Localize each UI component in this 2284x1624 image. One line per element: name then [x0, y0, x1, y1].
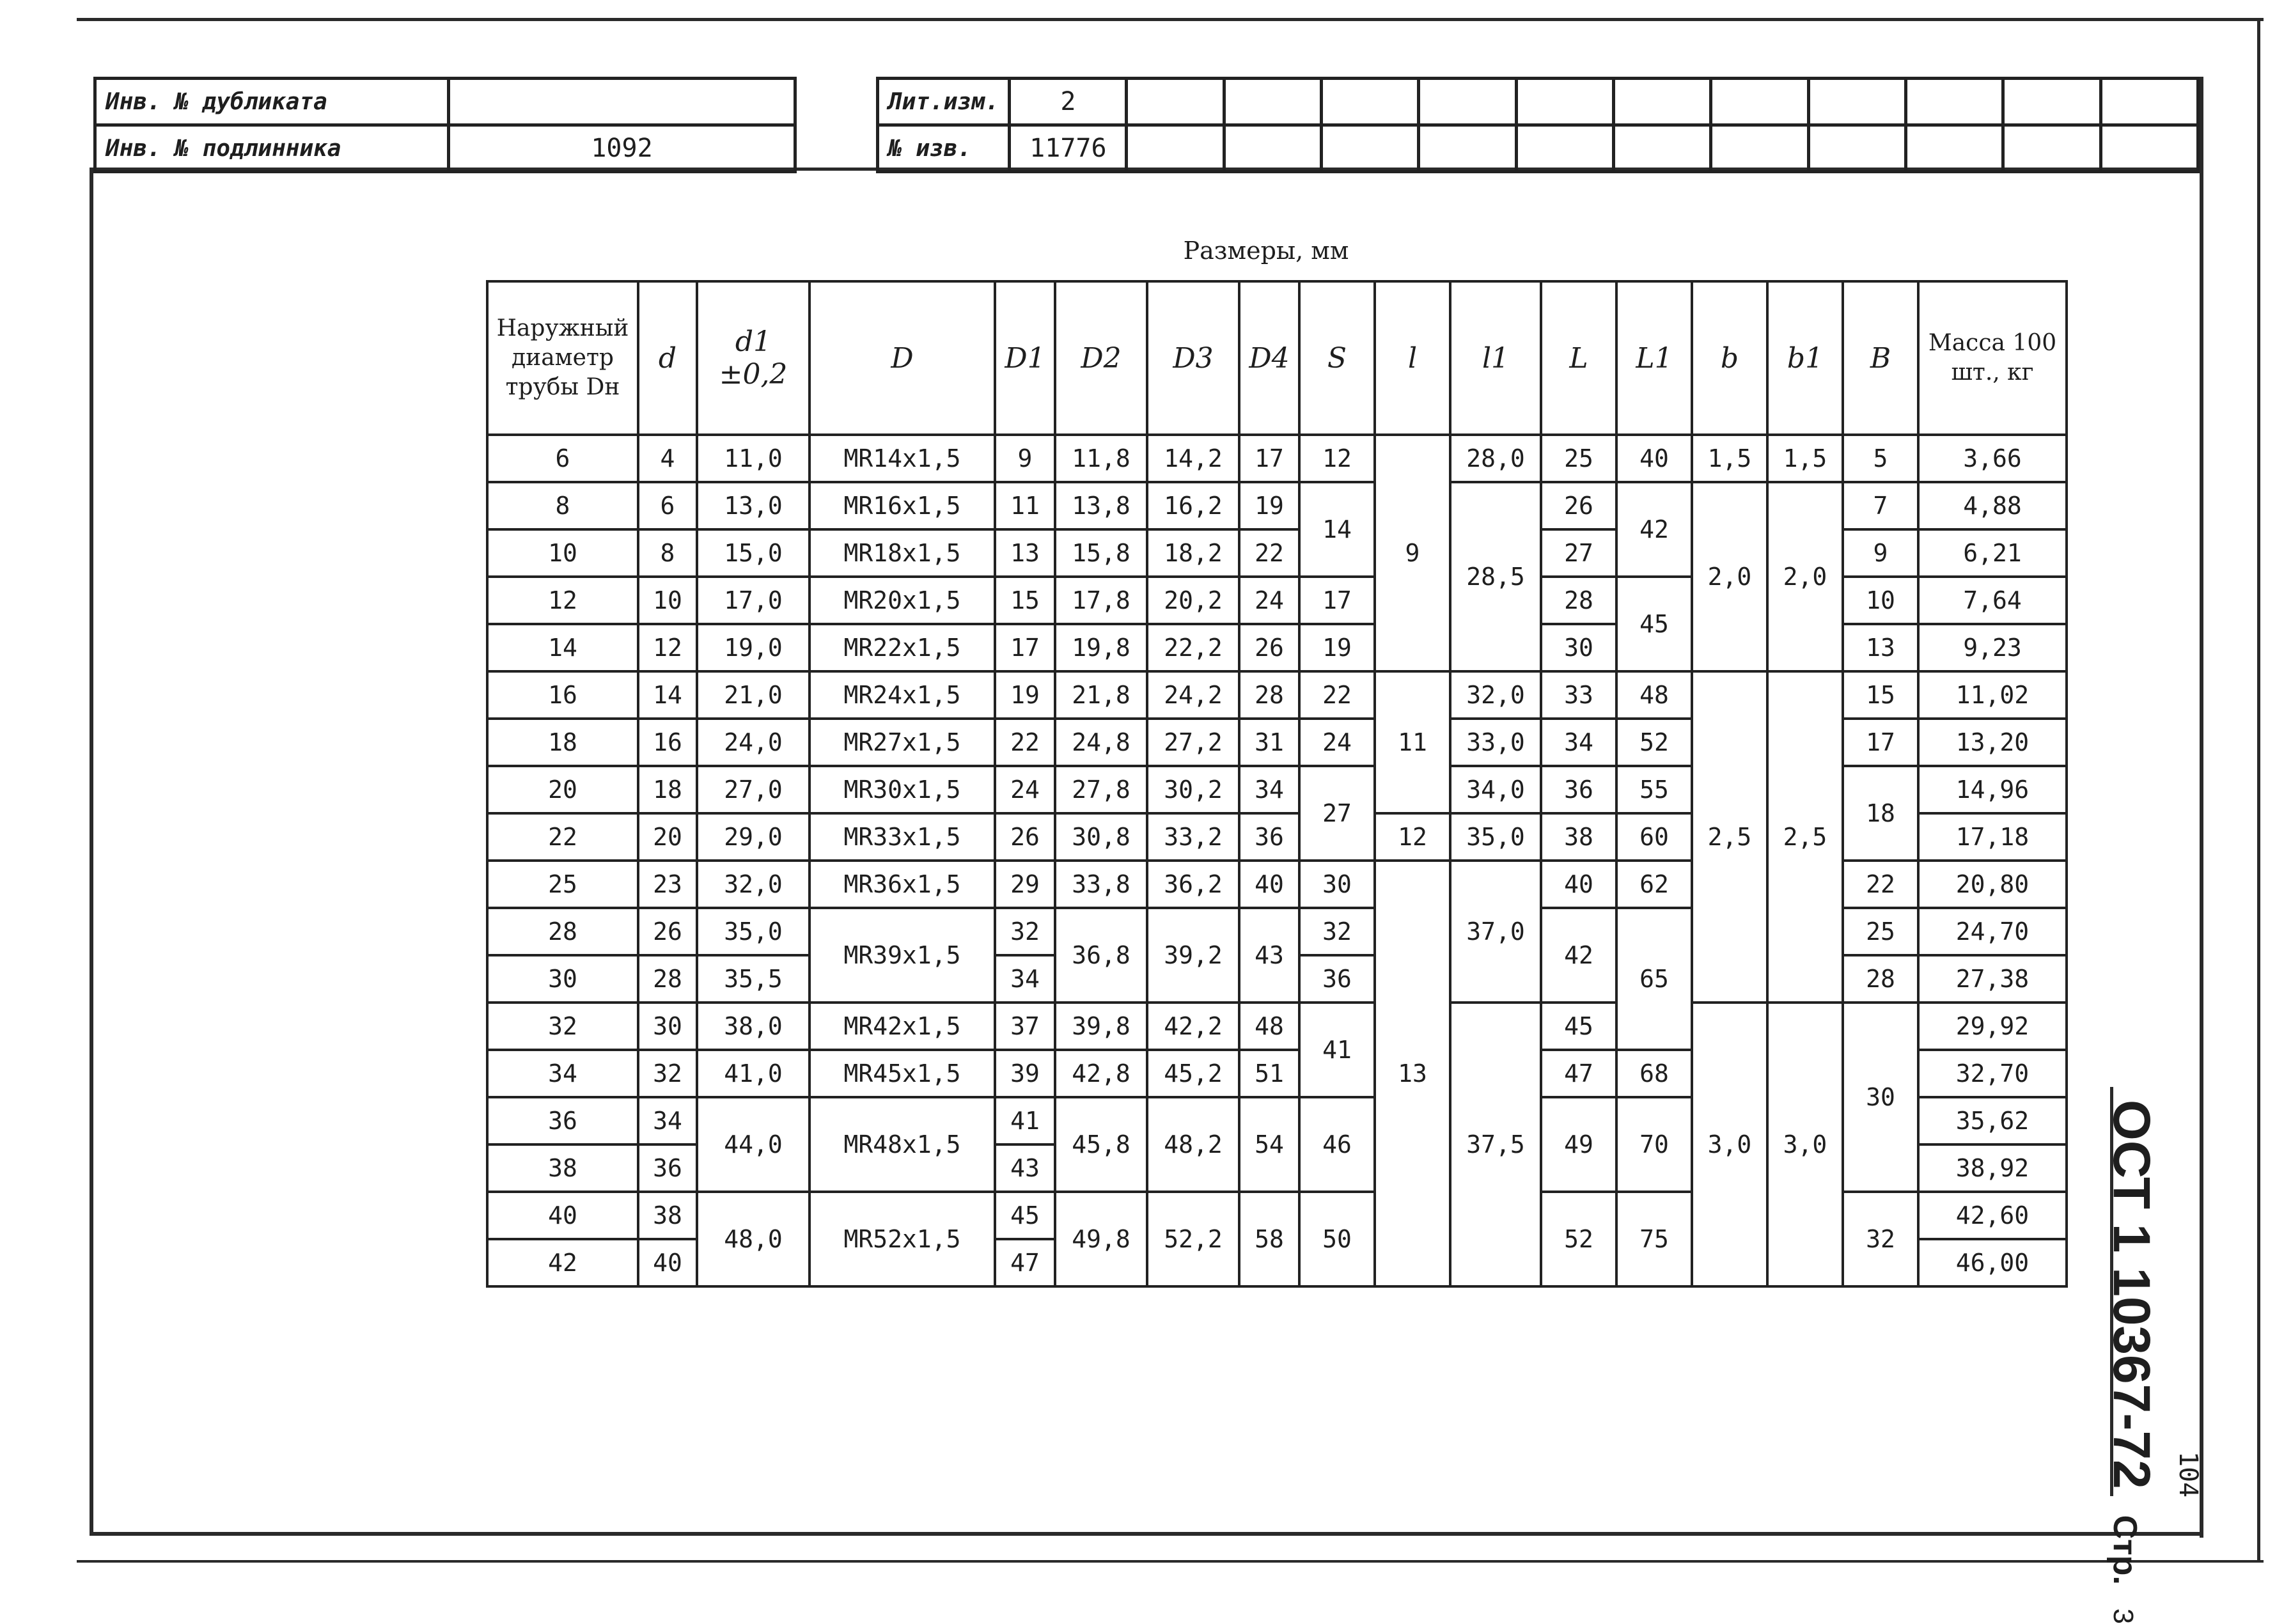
cell-L1: 42 [1616, 482, 1692, 577]
cell-dh: 10 [487, 529, 638, 577]
header-D3: D3 [1147, 281, 1239, 435]
stamp-left [93, 77, 797, 173]
cell-D3: 33,2 [1147, 813, 1239, 861]
stamp-label: Лит.изм. [878, 79, 1010, 125]
cell-S: 22 [1299, 671, 1375, 719]
cell-L: 28 [1541, 577, 1616, 624]
cell-B: 5 [1843, 435, 1918, 482]
cell-D2: 24,8 [1055, 719, 1147, 766]
cell-D3: 30,2 [1147, 766, 1239, 813]
cell-L: 33 [1541, 671, 1616, 719]
cell-S: 17 [1299, 577, 1375, 624]
header-D2: D2 [1055, 281, 1147, 435]
cell-D1: 47 [995, 1239, 1055, 1286]
cell-D4: 17 [1239, 435, 1299, 482]
cell-L: 52 [1541, 1192, 1616, 1286]
cell-l: 11 [1375, 671, 1450, 813]
stamp-row [95, 125, 795, 172]
cell-D: MR22x1,5 [810, 624, 995, 671]
header-mass: Масса 100 шт., кг [1918, 281, 2067, 435]
frame-right [2200, 77, 2203, 1538]
cell-d: 28 [638, 955, 697, 1003]
stamp-cell [1127, 79, 1224, 125]
header-dh: Наружный диаметр трубы Dн [487, 281, 638, 435]
header-l1: l1 [1450, 281, 1541, 435]
cell-L: 47 [1541, 1050, 1616, 1097]
cell-L: 38 [1541, 813, 1616, 861]
cell-B: 15 [1843, 671, 1918, 719]
cell-mass: 29,92 [1918, 1003, 2067, 1050]
cell-S: 46 [1299, 1097, 1375, 1192]
cell-D3: 52,2 [1147, 1192, 1239, 1286]
cell-S: 32 [1299, 908, 1375, 955]
cell-D4: 40 [1239, 861, 1299, 908]
header-D4: D4 [1239, 281, 1299, 435]
cell-L1: 62 [1616, 861, 1692, 908]
cell-D4: 48 [1239, 1003, 1299, 1050]
cell-b1: 1,5 [1767, 435, 1843, 482]
cell-D1: 22 [995, 719, 1055, 766]
cell-L1: 70 [1616, 1097, 1692, 1192]
cell-d: 36 [638, 1144, 697, 1192]
cell-l1: 37,5 [1450, 1003, 1541, 1286]
cell-d: 38 [638, 1192, 697, 1239]
stamp-cell [1322, 125, 1419, 172]
header-L1: L1 [1616, 281, 1692, 435]
cell-mass: 4,88 [1918, 482, 2067, 529]
cell-l: 12 [1375, 813, 1450, 861]
page-number: 3 [2108, 1608, 2139, 1624]
stamp-cell [1224, 125, 1321, 172]
top-rule [77, 18, 2264, 21]
stamp-row [95, 79, 795, 125]
cell-D1: 13 [995, 529, 1055, 577]
cell-l1: 28,5 [1450, 482, 1541, 671]
cell-D3: 22,2 [1147, 624, 1239, 671]
cell-D: MR36x1,5 [810, 861, 995, 908]
cell-d1: 27,0 [697, 766, 810, 813]
cell-L: 25 [1541, 435, 1616, 482]
cell-d1: 29,0 [697, 813, 810, 861]
standard-number: ОСТ 1 10367-72 [2102, 1100, 2161, 1489]
table-row [487, 671, 2067, 719]
cell-d: 40 [638, 1239, 697, 1286]
cell-mass: 17,18 [1918, 813, 2067, 861]
cell-D2: 33,8 [1055, 861, 1147, 908]
stamp-cell [1711, 79, 1808, 125]
page-label: Стр. [2106, 1515, 2143, 1585]
cell-d1: 24,0 [697, 719, 810, 766]
cell-D2: 42,8 [1055, 1050, 1147, 1097]
stamp-row [878, 79, 2198, 125]
cell-D2: 13,8 [1055, 482, 1147, 529]
cell-dh: 20 [487, 766, 638, 813]
cell-B: 22 [1843, 861, 1918, 908]
cell-d: 12 [638, 624, 697, 671]
cell-D2: 17,8 [1055, 577, 1147, 624]
cell-D: MR27x1,5 [810, 719, 995, 766]
header-L: L [1541, 281, 1616, 435]
cell-d: 30 [638, 1003, 697, 1050]
cell-mass: 24,70 [1918, 908, 2067, 955]
cell-D3: 39,2 [1147, 908, 1239, 1003]
cell-L1: 52 [1616, 719, 1692, 766]
cell-D3: 36,2 [1147, 861, 1239, 908]
cell-d: 34 [638, 1097, 697, 1144]
cell-b: 2,5 [1692, 671, 1767, 1003]
cell-S: 50 [1299, 1192, 1375, 1286]
cell-L: 26 [1541, 482, 1616, 529]
cell-dh: 22 [487, 813, 638, 861]
cell-mass: 42,60 [1918, 1192, 2067, 1239]
cell-d: 6 [638, 482, 697, 529]
cell-D4: 31 [1239, 719, 1299, 766]
stamp-right [876, 77, 2200, 173]
cell-D4: 22 [1239, 529, 1299, 577]
cell-d1: 35,0 [697, 908, 810, 955]
stamp-value [449, 79, 795, 125]
cell-D4: 51 [1239, 1050, 1299, 1097]
cell-D2: 39,8 [1055, 1003, 1147, 1050]
cell-d1: 15,0 [697, 529, 810, 577]
cell-S: 14 [1299, 482, 1375, 577]
cell-D: MR30x1,5 [810, 766, 995, 813]
cell-dh: 14 [487, 624, 638, 671]
cell-L1: 60 [1616, 813, 1692, 861]
cell-mass: 9,23 [1918, 624, 2067, 671]
cell-D1: 24 [995, 766, 1055, 813]
cell-b: 3,0 [1692, 1003, 1767, 1286]
cell-d: 10 [638, 577, 697, 624]
cell-L: 40 [1541, 861, 1616, 908]
cell-d: 18 [638, 766, 697, 813]
cell-D2: 27,8 [1055, 766, 1147, 813]
cell-L1: 65 [1616, 908, 1692, 1050]
cell-B: 13 [1843, 624, 1918, 671]
cell-dh: 36 [487, 1097, 638, 1144]
standard-designation [2101, 1100, 2161, 1624]
cell-L1: 55 [1616, 766, 1692, 813]
cell-mass: 20,80 [1918, 861, 2067, 908]
table-row [487, 482, 2067, 529]
cell-dh: 30 [487, 955, 638, 1003]
cell-B: 7 [1843, 482, 1918, 529]
cell-B: 17 [1843, 719, 1918, 766]
dimensions-table [486, 280, 2068, 1288]
header-l: l [1375, 281, 1450, 435]
cell-L1: 48 [1616, 671, 1692, 719]
cell-D3: 16,2 [1147, 482, 1239, 529]
header-d: d [638, 281, 697, 435]
cell-b1: 2,5 [1767, 671, 1843, 1003]
cell-D1: 34 [995, 955, 1055, 1003]
cell-D2: 15,8 [1055, 529, 1147, 577]
cell-D3: 14,2 [1147, 435, 1239, 482]
cell-d1: 48,0 [697, 1192, 810, 1286]
cell-L: 45 [1541, 1003, 1616, 1050]
cell-b: 2,0 [1692, 482, 1767, 671]
right-rule [2257, 19, 2260, 1560]
header-d1: d1 ±0,2 [697, 281, 810, 435]
cell-d: 14 [638, 671, 697, 719]
cell-D3: 27,2 [1147, 719, 1239, 766]
cell-d1: 21,0 [697, 671, 810, 719]
cell-b1: 2,0 [1767, 482, 1843, 671]
cell-D4: 26 [1239, 624, 1299, 671]
cell-d1: 41,0 [697, 1050, 810, 1097]
cell-D4: 28 [1239, 671, 1299, 719]
cell-b: 1,5 [1692, 435, 1767, 482]
sheet-number: 104 [2173, 1451, 2203, 1498]
frame-left [90, 168, 93, 1536]
stamp-cell [1614, 79, 1711, 125]
cell-l1: 32,0 [1450, 671, 1541, 719]
cell-L: 34 [1541, 719, 1616, 766]
cell-d1: 38,0 [697, 1003, 810, 1050]
cell-D3: 45,2 [1147, 1050, 1239, 1097]
stamp-cell [1711, 125, 1808, 172]
cell-D: MR42x1,5 [810, 1003, 995, 1050]
table-row [487, 1003, 2067, 1050]
stamp-cell [1224, 79, 1321, 125]
cell-mass: 32,70 [1918, 1050, 2067, 1097]
stamp-cell [1419, 125, 1516, 172]
cell-D2: 30,8 [1055, 813, 1147, 861]
cell-D: MR16x1,5 [810, 482, 995, 529]
cell-D: MR39x1,5 [810, 908, 995, 1003]
stamp-cell [1808, 125, 1905, 172]
stamp-cell [1127, 125, 1224, 172]
cell-S: 30 [1299, 861, 1375, 908]
cell-dh: 38 [487, 1144, 638, 1192]
cell-dh: 8 [487, 482, 638, 529]
stamp-cell [1516, 79, 1613, 125]
cell-S: 27 [1299, 766, 1375, 861]
cell-dh: 34 [487, 1050, 638, 1097]
cell-S: 12 [1299, 435, 1375, 482]
cell-D4: 43 [1239, 908, 1299, 1003]
frame-bottom [90, 1532, 2203, 1536]
cell-B: 25 [1843, 908, 1918, 955]
cell-d: 26 [638, 908, 697, 955]
stamp-label: Инв. № подлинника [95, 125, 449, 172]
table-row [487, 435, 2067, 482]
stamp-cell [1906, 79, 2003, 125]
cell-d: 32 [638, 1050, 697, 1097]
cell-d: 4 [638, 435, 697, 482]
cell-D3: 24,2 [1147, 671, 1239, 719]
stamp-value: 2 [1010, 79, 1127, 125]
cell-D: MR14x1,5 [810, 435, 995, 482]
cell-dh: 18 [487, 719, 638, 766]
cell-d1: 13,0 [697, 482, 810, 529]
cell-b1: 3,0 [1767, 1003, 1843, 1286]
cell-dh: 28 [487, 908, 638, 955]
stamp-cell [1808, 79, 1905, 125]
stamp-row [878, 125, 2198, 172]
cell-dh: 25 [487, 861, 638, 908]
cell-D1: 11 [995, 482, 1055, 529]
cell-D3: 18,2 [1147, 529, 1239, 577]
cell-B: 9 [1843, 529, 1918, 577]
cell-D: MR45x1,5 [810, 1050, 995, 1097]
cell-l1: 34,0 [1450, 766, 1541, 813]
cell-mass: 27,38 [1918, 955, 2067, 1003]
cell-d: 20 [638, 813, 697, 861]
cell-l1: 35,0 [1450, 813, 1541, 861]
cell-B: 18 [1843, 766, 1918, 861]
cell-D1: 45 [995, 1192, 1055, 1239]
cell-D1: 39 [995, 1050, 1055, 1097]
cell-d: 8 [638, 529, 697, 577]
cell-mass: 3,66 [1918, 435, 2067, 482]
header-B: B [1843, 281, 1918, 435]
cell-l1: 33,0 [1450, 719, 1541, 766]
cell-D1: 17 [995, 624, 1055, 671]
cell-d1: 44,0 [697, 1097, 810, 1192]
cell-l1: 37,0 [1450, 861, 1541, 1003]
cell-D4: 34 [1239, 766, 1299, 813]
cell-l1: 28,0 [1450, 435, 1541, 482]
cell-D: MR20x1,5 [810, 577, 995, 624]
cell-S: 19 [1299, 624, 1375, 671]
cell-d1: 19,0 [697, 624, 810, 671]
cell-S: 24 [1299, 719, 1375, 766]
cell-d: 23 [638, 861, 697, 908]
cell-dh: 42 [487, 1239, 638, 1286]
cell-D1: 15 [995, 577, 1055, 624]
cell-D1: 29 [995, 861, 1055, 908]
cell-L1: 40 [1616, 435, 1692, 482]
cell-S: 41 [1299, 1003, 1375, 1097]
cell-D3: 42,2 [1147, 1003, 1239, 1050]
cell-dh: 12 [487, 577, 638, 624]
stamp-cell [1419, 79, 1516, 125]
cell-mass: 6,21 [1918, 529, 2067, 577]
cell-dh: 32 [487, 1003, 638, 1050]
stamp-value: 1092 [449, 125, 795, 172]
cell-D3: 48,2 [1147, 1097, 1239, 1192]
cell-mass: 38,92 [1918, 1144, 2067, 1192]
header-b: b [1692, 281, 1767, 435]
cell-B: 10 [1843, 577, 1918, 624]
cell-mass: 7,64 [1918, 577, 2067, 624]
cell-D1: 32 [995, 908, 1055, 955]
cell-B: 32 [1843, 1192, 1918, 1286]
header-b1: b1 [1767, 281, 1843, 435]
stamp-cell [2100, 79, 2198, 125]
cell-L: 36 [1541, 766, 1616, 813]
header-D1: D1 [995, 281, 1055, 435]
cell-B: 30 [1843, 1003, 1918, 1192]
cell-D: MR33x1,5 [810, 813, 995, 861]
stamp-label: Инв. № дубликата [95, 79, 449, 125]
stamp-cell [1906, 125, 2003, 172]
cell-d1: 17,0 [697, 577, 810, 624]
stamp-cell [1614, 125, 1711, 172]
cell-D1: 26 [995, 813, 1055, 861]
cell-D4: 36 [1239, 813, 1299, 861]
cell-D2: 21,8 [1055, 671, 1147, 719]
cell-B: 28 [1843, 955, 1918, 1003]
cell-L1: 68 [1616, 1050, 1692, 1097]
cell-D2: 49,8 [1055, 1192, 1147, 1286]
cell-L: 30 [1541, 624, 1616, 671]
cell-L: 49 [1541, 1097, 1616, 1192]
cell-mass: 13,20 [1918, 719, 2067, 766]
cell-mass: 35,62 [1918, 1097, 2067, 1144]
cell-L: 27 [1541, 529, 1616, 577]
cell-L1: 45 [1616, 577, 1692, 671]
cell-D1: 19 [995, 671, 1055, 719]
bottom-rule [77, 1560, 2264, 1563]
cell-D: MR52x1,5 [810, 1192, 995, 1286]
cell-d1: 35,5 [697, 955, 810, 1003]
cell-D4: 19 [1239, 482, 1299, 529]
stamp-cell [1322, 79, 1419, 125]
cell-l: 9 [1375, 435, 1450, 671]
table-caption: Размеры, мм [1183, 237, 1349, 265]
cell-mass: 14,96 [1918, 766, 2067, 813]
cell-D4: 24 [1239, 577, 1299, 624]
cell-D4: 54 [1239, 1097, 1299, 1192]
cell-D1: 41 [995, 1097, 1055, 1144]
cell-D2: 19,8 [1055, 624, 1147, 671]
cell-l: 13 [1375, 861, 1450, 1286]
stamp-cell [2100, 125, 2198, 172]
stamp-label: № изв. [878, 125, 1010, 172]
cell-dh: 16 [487, 671, 638, 719]
stamp-cell [1516, 125, 1613, 172]
cell-dh: 40 [487, 1192, 638, 1239]
cell-S: 36 [1299, 955, 1375, 1003]
cell-D1: 43 [995, 1144, 1055, 1192]
cell-D2: 36,8 [1055, 908, 1147, 1003]
cell-dh: 6 [487, 435, 638, 482]
header-D: D [810, 281, 995, 435]
cell-D: MR48x1,5 [810, 1097, 995, 1192]
cell-mass: 46,00 [1918, 1239, 2067, 1286]
cell-d1: 32,0 [697, 861, 810, 908]
cell-d1: 11,0 [697, 435, 810, 482]
table-header-row [487, 281, 2067, 435]
cell-D: MR18x1,5 [810, 529, 995, 577]
cell-D3: 20,2 [1147, 577, 1239, 624]
cell-D2: 45,8 [1055, 1097, 1147, 1192]
stamp-cell [2003, 125, 2100, 172]
cell-D4: 58 [1239, 1192, 1299, 1286]
cell-L1: 75 [1616, 1192, 1692, 1286]
cell-mass: 11,02 [1918, 671, 2067, 719]
cell-D1: 37 [995, 1003, 1055, 1050]
cell-d: 16 [638, 719, 697, 766]
stamp-value: 11776 [1010, 125, 1127, 172]
stamp-cell [2003, 79, 2100, 125]
cell-D: MR24x1,5 [810, 671, 995, 719]
cell-D2: 11,8 [1055, 435, 1147, 482]
cell-D1: 9 [995, 435, 1055, 482]
cell-L: 42 [1541, 908, 1616, 1003]
header-S: S [1299, 281, 1375, 435]
